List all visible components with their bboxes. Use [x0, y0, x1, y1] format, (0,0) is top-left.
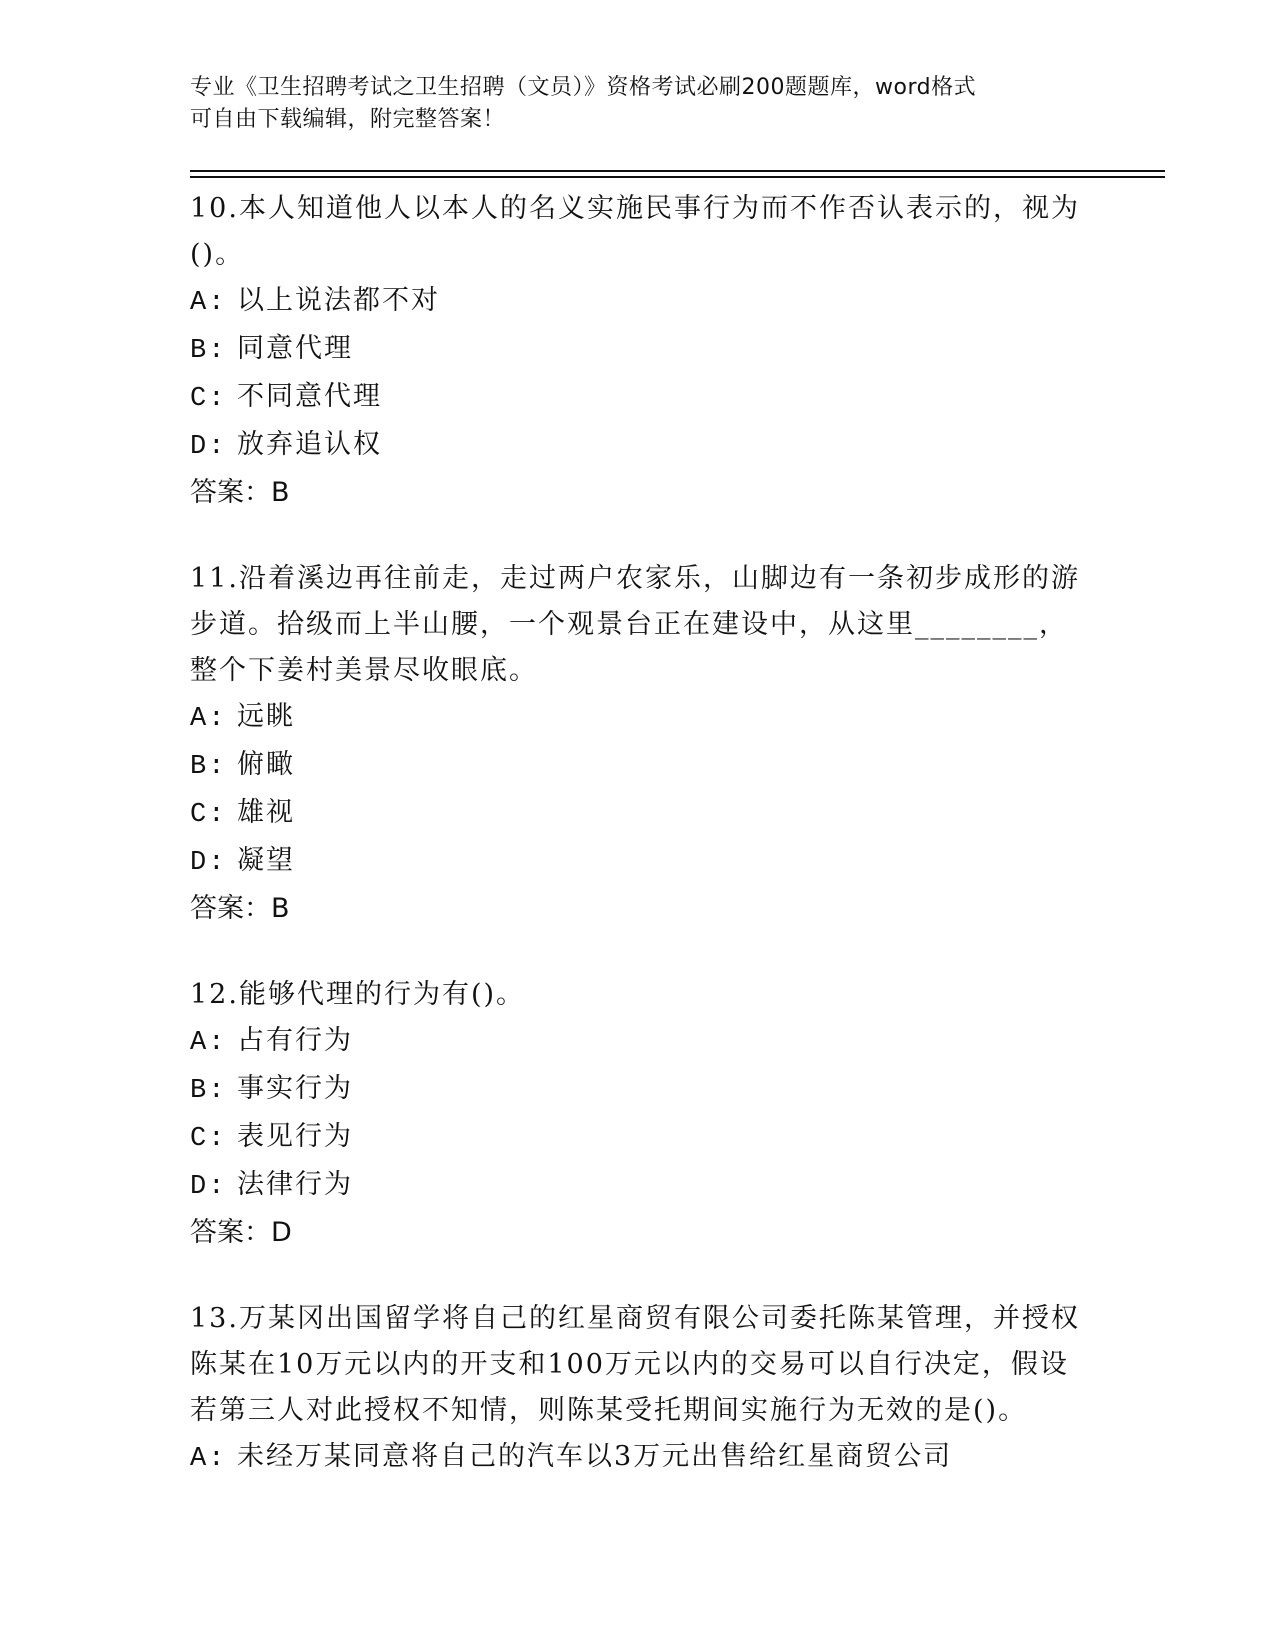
question-stem-line: ()。	[190, 239, 245, 270]
answer-option	[190, 790, 1090, 838]
question-stem-line: 整个下姜村美景尽收眼底。	[190, 655, 538, 686]
option-text: 事实行为	[237, 1073, 353, 1104]
document-header	[190, 72, 1090, 136]
answer-key: 答案：B	[190, 893, 290, 924]
option-text: 表见行为	[237, 1121, 353, 1152]
answer-key: 答案：B	[190, 477, 290, 508]
option-letter: C:	[190, 1124, 227, 1154]
answer-option	[190, 1066, 1090, 1114]
option-text: 以上说法都不对	[237, 285, 440, 316]
answer-option	[190, 326, 1090, 374]
option-letter: A:	[190, 704, 227, 734]
answer-key: 答案：D	[190, 1217, 292, 1248]
option-letter: D:	[190, 432, 227, 462]
header-line-1: 专业《卫生招聘考试之卫生招聘（文员）》资格考试必刷200题题库，word格式	[190, 75, 977, 100]
header-divider-top	[190, 170, 1165, 172]
question-block	[190, 186, 1090, 516]
answer-option	[190, 838, 1090, 886]
answer-option	[190, 278, 1090, 326]
option-letter: A:	[190, 1028, 227, 1058]
option-letter: A:	[190, 1444, 227, 1474]
question-block	[190, 1296, 1090, 1482]
option-text: 法律行为	[237, 1169, 353, 1200]
question-stem-line: 13.万某冈出国留学将自己的红星商贸有限公司委托陈某管理，并授权	[190, 1303, 1080, 1334]
question-stem-line: 11.沿着溪边再往前走，走过两户农家乐，山脚边有一条初步成形的游	[190, 563, 1080, 594]
answer-option	[190, 422, 1090, 470]
option-text: 俯瞰	[237, 749, 295, 780]
answer-option	[190, 1018, 1090, 1066]
option-letter: C:	[190, 800, 227, 830]
option-letter: D:	[190, 1172, 227, 1202]
header-divider-bottom	[190, 176, 1165, 178]
option-text: 放弃追认权	[237, 429, 382, 460]
option-text: 凝望	[237, 845, 295, 876]
option-text: 未经万某同意将自己的汽车以3万元出售给红星商贸公司	[237, 1441, 953, 1472]
answer-option	[190, 694, 1090, 742]
option-text: 远眺	[237, 701, 295, 732]
option-letter: B:	[190, 1076, 227, 1106]
answer-option	[190, 1162, 1090, 1210]
answer-option	[190, 742, 1090, 790]
question-stem-line: 10.本人知道他人以本人的名义实施民事行为而不作否认表示的，视为	[190, 193, 1080, 224]
question-stem-line: 12.能够代理的行为有()。	[190, 979, 526, 1010]
option-letter: B:	[190, 752, 227, 782]
option-text: 同意代理	[237, 333, 353, 364]
option-letter: B:	[190, 336, 227, 366]
question-stem-line: 若第三人对此授权不知情，则陈某受托期间实施行为无效的是()。	[190, 1395, 1028, 1426]
question-stem-line: 步道。拾级而上半山腰，一个观景台正在建设中，从这里________，	[190, 609, 1068, 640]
header-line-2: 可自由下载编辑，附完整答案！	[190, 107, 506, 132]
option-text: 不同意代理	[237, 381, 382, 412]
question-stem-line: 陈某在10万元以内的开支和100万元以内的交易可以自行决定，假设	[190, 1349, 1069, 1380]
question-list	[190, 186, 1090, 1522]
option-letter: A:	[190, 288, 227, 318]
option-letter: D:	[190, 848, 227, 878]
question-block	[190, 972, 1090, 1256]
answer-option	[190, 1434, 1090, 1482]
answer-option	[190, 374, 1090, 422]
question-block	[190, 556, 1090, 932]
option-letter: C:	[190, 384, 227, 414]
option-text: 占有行为	[237, 1025, 353, 1056]
answer-option	[190, 1114, 1090, 1162]
option-text: 雄视	[237, 797, 295, 828]
